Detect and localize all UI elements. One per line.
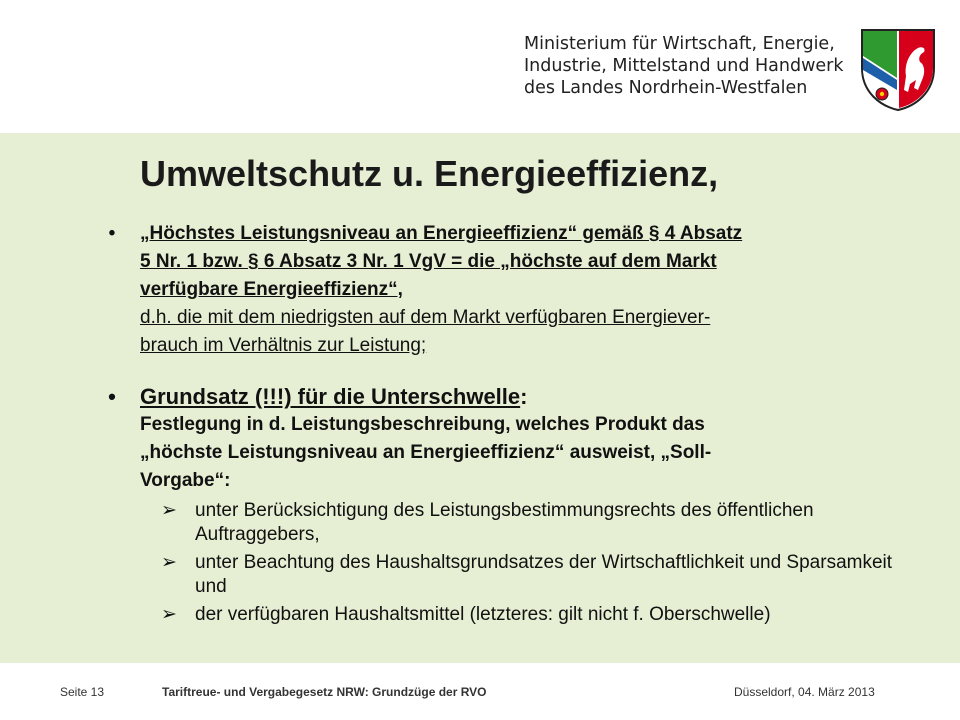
- ministry-line: Ministerium für Wirtschaft, Energie,: [524, 34, 835, 54]
- arrow-bullet-icon: ➢: [161, 552, 177, 573]
- bullet-item: [108, 220, 920, 360]
- ministry-line: des Landes Nordrhein-Westfalen: [524, 78, 808, 98]
- arrow-bullet-icon: ➢: [161, 500, 177, 521]
- text-line: brauch im Verhältnis zur Leistung;: [140, 335, 427, 356]
- bullet-bold-text: [140, 411, 920, 495]
- arrow-bullet-icon: ➢: [161, 604, 177, 625]
- nrw-coat-of-arms-icon: [860, 28, 936, 112]
- slide-footer: [0, 663, 960, 720]
- ministry-name: [524, 33, 854, 99]
- bullet-icon: •: [108, 223, 116, 244]
- text-line: 5 Nr. 1 bzw. § 6 Absatz 3 Nr. 1 VgV = die „höchste auf dem Markt: [140, 251, 717, 272]
- ministry-line: Industrie, Mittelstand und Handwerk: [524, 56, 844, 76]
- text-line: „höchste Leistungsniveau an Energieeffizienz“ ausweist, „Soll-: [140, 442, 712, 463]
- text-line: „Höchstes Leistungsniveau an Energieeffizienz“ gemäß § 4 Absatz: [140, 223, 743, 244]
- footer-date: Düsseldorf, 04. März 2013: [734, 685, 875, 699]
- sub-item-text: unter Berücksichtigung des Leistungsbestimmungsrechts des öffentlichen Auftraggebers,: [195, 500, 814, 545]
- slide-header: [0, 0, 960, 133]
- sub-list-item: [161, 499, 920, 547]
- text-line: verfügbare Energieeffizienz“,: [140, 279, 403, 300]
- sub-list-item: [161, 603, 920, 627]
- bullet-heading: [140, 383, 920, 411]
- text-line: Vorgabe“:: [140, 470, 231, 491]
- bullet-bold-text: [140, 220, 920, 304]
- sub-item-text: unter Beachtung des Haushaltsgrundsatzes der Wirtschaftlichkeit und Sparsamkeit und: [195, 552, 893, 597]
- text-line: d.h. die mit dem niedrigsten auf dem Markt verfügbaren Energiever-: [140, 307, 711, 328]
- heading-colon: :: [520, 384, 528, 409]
- text-line: Festlegung in d. Leistungsbeschreibung, welches Produkt das: [140, 414, 705, 435]
- bullet-icon: •: [108, 384, 116, 409]
- footer-title: Tariftreue- und Vergabegesetz NRW: Grundzüge der RVO: [162, 685, 487, 699]
- slide-title: Umweltschutz u. Energieeffizienz,: [140, 153, 719, 194]
- bullet-item: [108, 383, 920, 627]
- heading-text: Grundsatz (!!!) für die Unterschwelle: [140, 384, 521, 409]
- sub-list-item: [161, 551, 920, 599]
- bullet-normal-text: [140, 304, 920, 360]
- page-number: Seite 13: [60, 685, 105, 699]
- sub-item-text: der verfügbaren Haushaltsmittel (letzteres: gilt nicht f. Oberschwelle): [195, 604, 771, 625]
